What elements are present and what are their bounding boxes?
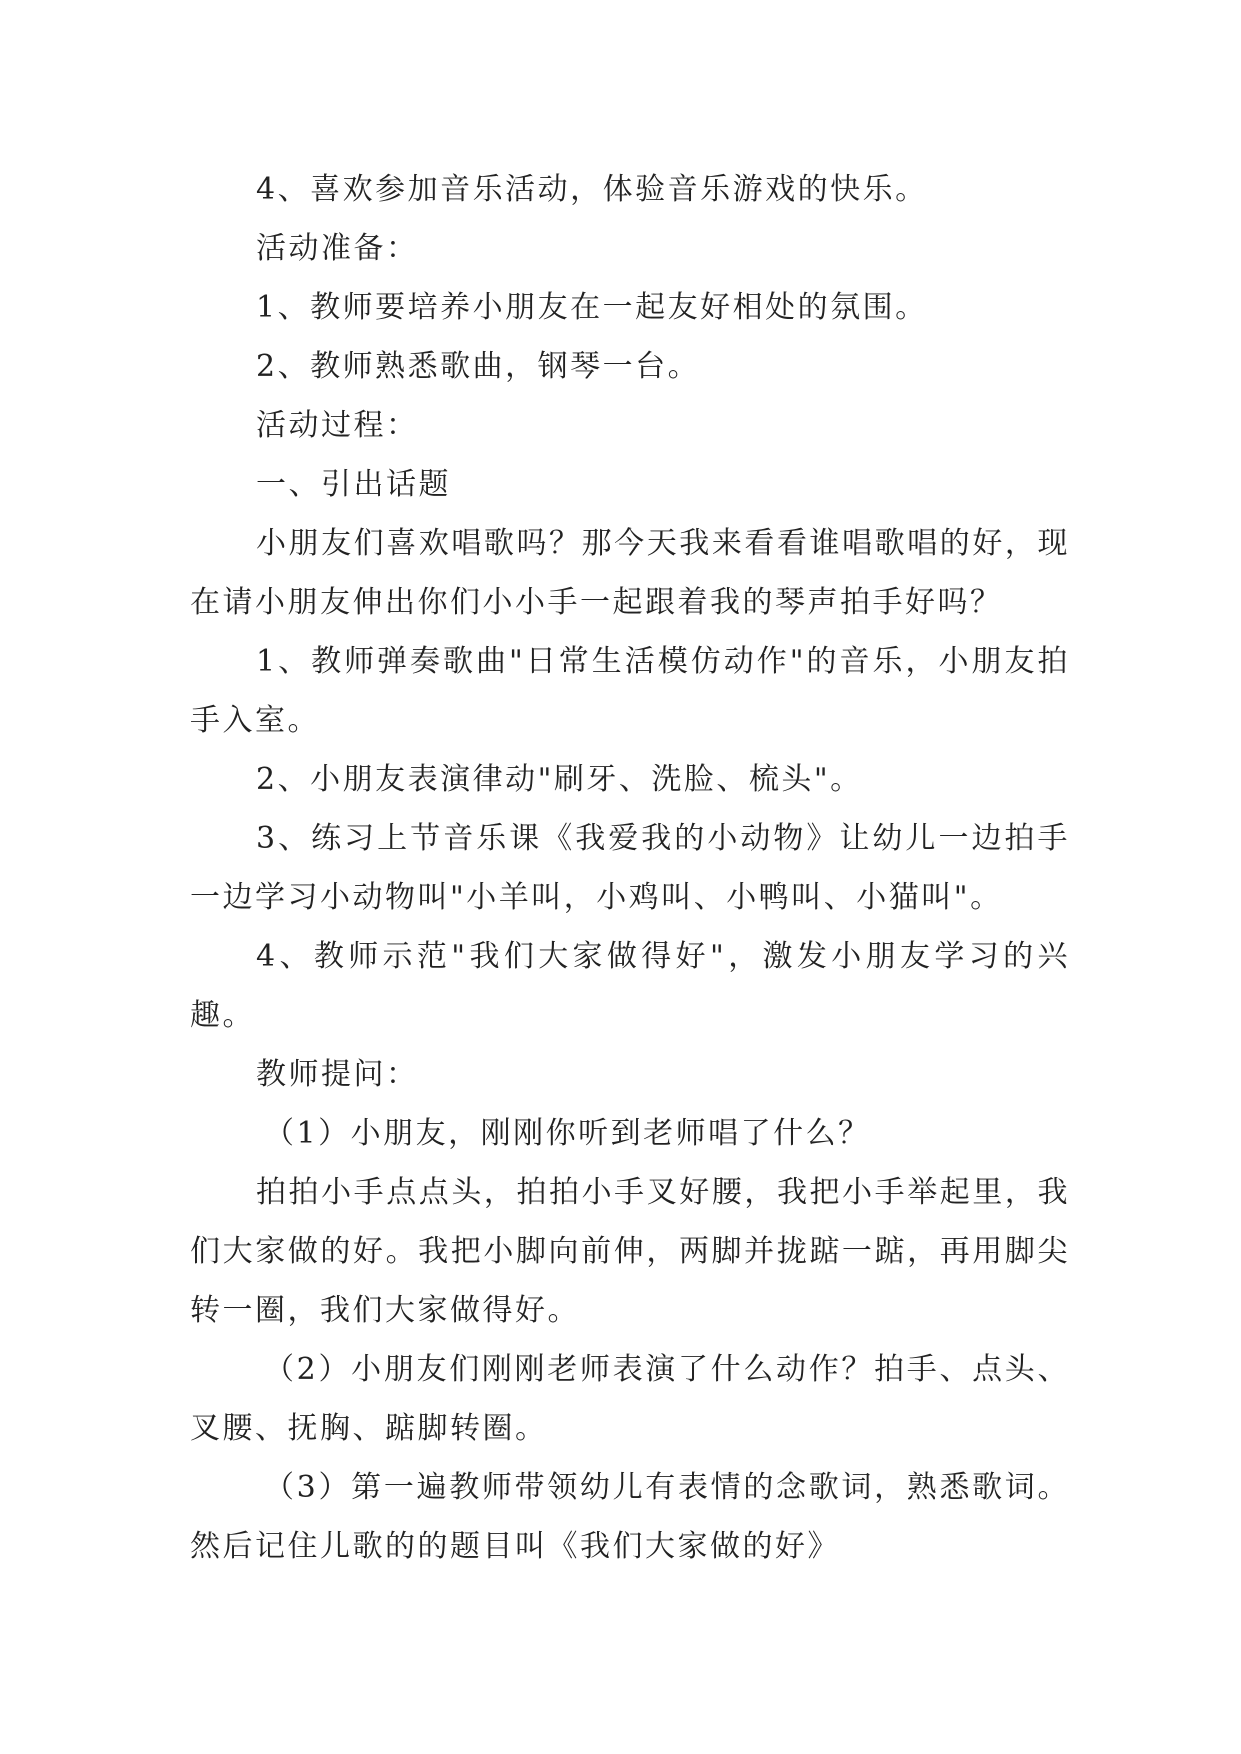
paragraph-song-lyrics: 拍拍小手点点头，拍拍小手叉好腰，我把小手举起里，我们大家做的好。我把小脚向前伸，两脚并拢踮一踮，再用脚尖转一圈，我们大家做得好。 [190, 1175, 1070, 1328]
paragraph-goal-4: 4、喜欢参加音乐活动，体验音乐游戏的快乐。 [256, 172, 928, 207]
heading-teacher-questions: 教师提问： [256, 1057, 419, 1092]
paragraph-question-3: （3）第一遍教师带领幼儿有表情的念歌词，熟悉歌词。然后记住儿歌的的题目叫《我们大家做的好》 [190, 1470, 1070, 1564]
paragraph-step-4: 4、教师示范"我们大家做得好"，激发小朋友学习的兴趣。 [190, 939, 1070, 1033]
paragraph-step-1: 1、教师弹奏歌曲"日常生活模仿动作"的音乐，小朋友拍手入室。 [190, 644, 1070, 738]
document-body [190, 160, 1070, 1576]
heading-introduce-topic: 一、引出话题 [256, 467, 451, 502]
paragraph-intro-question: 小朋友们喜欢唱歌吗？那今天我来看看谁唱歌唱的好，现在请小朋友伸出你们小小手一起跟着我的琴声拍手好吗？ [190, 526, 1070, 620]
paragraph-prep-2: 2、教师熟悉歌曲，钢琴一台。 [256, 349, 701, 384]
heading-activity-preparation: 活动准备： [256, 231, 419, 266]
heading-activity-process: 活动过程： [256, 408, 419, 443]
paragraph-prep-1: 1、教师要培养小朋友在一起友好相处的氛围。 [256, 290, 928, 325]
paragraph-step-2: 2、小朋友表演律动"刷牙、洗脸、梳头"。 [256, 762, 863, 797]
paragraph-question-2: （2）小朋友们刚刚老师表演了什么动作？拍手、点头、叉腰、抚胸、踮脚转圈。 [190, 1352, 1070, 1446]
paragraph-step-3: 3、练习上节音乐课《我爱我的小动物》让幼儿一边拍手一边学习小动物叫"小羊叫，小鸡叫、小鸭叫、小猫叫"。 [190, 821, 1070, 915]
paragraph-question-1: （1）小朋友，刚刚你听到老师唱了什么？ [264, 1116, 871, 1151]
